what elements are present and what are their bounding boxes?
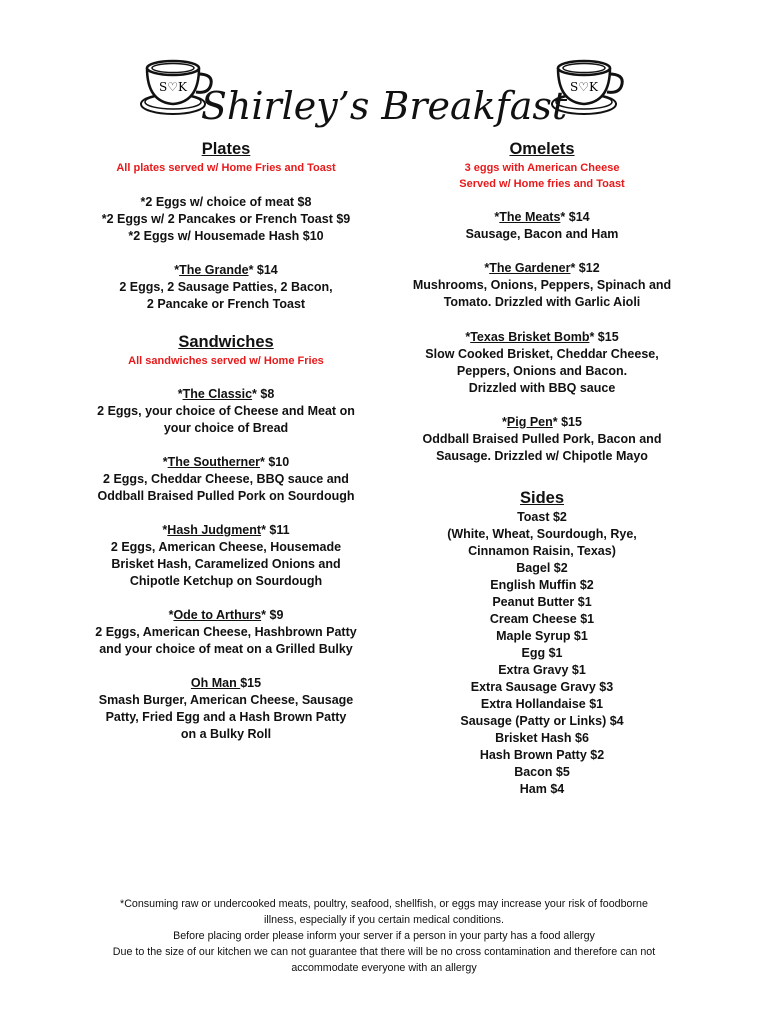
mug-monogram: S♡K	[570, 80, 598, 94]
menu-header	[0, 48, 768, 128]
left-column	[80, 138, 372, 743]
menu-item-the-gardener: *The Gardener* $12 Mushrooms, Onions, Peppers, Spinach and Tomato. Drizzled with Garlic Aioli	[396, 260, 688, 311]
item-name: Pig Pen	[506, 415, 553, 429]
item-description: Sausage, Bacon and Ham	[465, 227, 619, 241]
restaurant-title: Shirley’s Breakfast	[200, 84, 568, 128]
sides-item: Peanut Butter $1	[492, 595, 592, 609]
menu-item-ode-to-arthurs: *Ode to Arthurs* $9 2 Eggs, American Cheese, Hashbrown Patty and your choice of meat on a Grilled Bulky	[80, 607, 372, 658]
plates-item: *2 Eggs w/ Housemade Hash $10	[128, 229, 324, 243]
disclaimer-line: Due to the size of our kitchen we can not guarantee that there will be no cross contamination and therefore can not	[112, 946, 656, 958]
item-name: The Classic	[182, 387, 253, 401]
item-description: 2 Pancake or French Toast	[146, 297, 306, 311]
sides-item: Extra Hollandaise $1	[480, 697, 604, 711]
item-name: Texas Brisket Bomb	[470, 330, 590, 344]
sides-item: Cream Cheese $1	[489, 612, 595, 626]
sides-item: Bagel $2	[516, 561, 568, 575]
item-description: Sausage. Drizzled w/ Chipotle Mayo	[436, 449, 648, 463]
menu-item-oh-man: Oh Man $15 Smash Burger, American Cheese, Sausage Patty, Fried Egg and a Hash Brown Patty on a Bulky Roll	[80, 675, 372, 743]
item-description: 2 Eggs, 2 Sausage Patties, 2 Bacon,	[119, 280, 333, 294]
sandwiches-note: All sandwiches served w/ Home Fries	[128, 355, 324, 367]
item-description: Oddball Braised Pulled Pork, Bacon and	[422, 432, 662, 446]
item-description: Peppers, Onions and Bacon.	[456, 364, 628, 378]
right-column	[396, 138, 688, 798]
item-description: Mushrooms, Onions, Peppers, Spinach and	[412, 278, 672, 292]
plates-title: Plates	[201, 140, 251, 158]
plates-note: All plates served w/ Home Fries and Toast	[116, 162, 336, 174]
item-name: The Southerner	[167, 455, 261, 469]
sides-item: Maple Syrup $1	[496, 629, 588, 643]
allergy-disclaimer	[80, 896, 688, 976]
item-name: Oh Man	[190, 676, 241, 690]
sandwiches-title: Sandwiches	[178, 333, 274, 351]
item-description: Tomato. Drizzled with Garlic Aioli	[443, 295, 641, 309]
sides-item: Ham $4	[519, 782, 565, 796]
menu-item-hash-judgment: *Hash Judgment* $11 2 Eggs, American Cheese, Housemade Brisket Hash, Caramelized Onions and Chipotle Ketchup on Sourdough	[80, 522, 372, 590]
sides-item: English Muffin $2	[490, 578, 594, 592]
item-description: Smash Burger, American Cheese, Sausage	[98, 693, 354, 707]
sides-title: Sides	[519, 489, 565, 507]
item-description: on a Bulky Roll	[180, 727, 272, 741]
item-name: The Gardener	[489, 261, 571, 275]
item-description: Brisket Hash, Caramelized Onions and	[111, 557, 341, 571]
omelets-note: 3 eggs with American Cheese	[464, 162, 620, 174]
item-description: Patty, Fried Egg and a Hash Brown Patty	[105, 710, 347, 724]
disclaimer-line: illness, especially if you certain medical conditions.	[264, 914, 504, 926]
sides-item: Egg $1	[521, 646, 563, 660]
item-description: Oddball Braised Pulled Pork on Sourdough	[97, 489, 355, 503]
mug-monogram: S♡K	[159, 80, 187, 94]
item-description: 2 Eggs, your choice of Cheese and Meat on	[97, 404, 355, 418]
sides-item: Toast $2	[517, 510, 567, 524]
item-description: 2 Eggs, American Cheese, Housemade	[110, 540, 342, 554]
sides-item: Cinnamon Raisin, Texas)	[468, 544, 616, 558]
item-name: The Meats	[499, 210, 561, 224]
item-description: 2 Eggs, Cheddar Cheese, BBQ sauce and	[103, 472, 349, 486]
sides-item: Bacon $5	[514, 765, 570, 779]
sides-item: Brisket Hash $6	[495, 731, 589, 745]
plates-item: *2 Eggs w/ 2 Pancakes or French Toast $9	[101, 212, 351, 226]
disclaimer-line: *Consuming raw or undercooked meats, poultry, seafood, shellfish, or eggs may increase your risk of foodborne	[120, 898, 648, 910]
item-name: The Grande	[179, 263, 249, 277]
disclaimer-line: Before placing order please inform your server if a person in your party has a food allergy	[173, 930, 595, 942]
menu-item-pig-pen: *Pig Pen* $15 Oddball Braised Pulled Pork, Bacon and Sausage. Drizzled w/ Chipotle Mayo	[396, 414, 688, 465]
item-name: Hash Judgment	[167, 523, 262, 537]
item-description: Drizzled with BBQ sauce	[468, 381, 616, 395]
disclaimer-line: accommodate everyone with an allergy	[291, 962, 477, 974]
omelets-title: Omelets	[509, 140, 575, 158]
item-description: and your choice of meat on a Grilled Bulky	[99, 642, 353, 656]
item-name: Ode to Arthurs	[173, 608, 262, 622]
sides-item: Sausage (Patty or Links) $4	[460, 714, 624, 728]
sides-item: Extra Gravy $1	[498, 663, 586, 677]
menu-item-texas-brisket-bomb: *Texas Brisket Bomb* $15 Slow Cooked Brisket, Cheddar Cheese, Peppers, Onions and Bacon. Drizzled with BBQ sauce	[396, 329, 688, 397]
item-description: 2 Eggs, American Cheese, Hashbrown Patty	[95, 625, 357, 639]
item-description: Chipotle Ketchup on Sourdough	[129, 574, 323, 588]
menu-item-the-classic: *The Classic* $8 2 Eggs, your choice of Cheese and Meat on your choice of Bread	[80, 386, 372, 437]
menu-item-the-southerner: *The Southerner* $10 2 Eggs, Cheddar Cheese, BBQ sauce and Oddball Braised Pulled Pork on Sourdough	[80, 454, 372, 505]
plates-item: *2 Eggs w/ choice of meat $8	[140, 195, 312, 209]
sides-item: (White, Wheat, Sourdough, Rye,	[447, 527, 637, 541]
menu-item-the-grande: *The Grande* $14 2 Eggs, 2 Sausage Patties, 2 Bacon, 2 Pancake or French Toast	[80, 262, 372, 313]
sides-item: Hash Brown Patty $2	[479, 748, 605, 762]
item-description: your choice of Bread	[163, 421, 289, 435]
omelets-note: Served w/ Home fries and Toast	[459, 178, 625, 190]
sides-item: Extra Sausage Gravy $3	[470, 680, 614, 694]
item-description: Slow Cooked Brisket, Cheddar Cheese,	[425, 347, 659, 361]
menu-item-the-meats: *The Meats* $14 Sausage, Bacon and Ham	[396, 209, 688, 243]
